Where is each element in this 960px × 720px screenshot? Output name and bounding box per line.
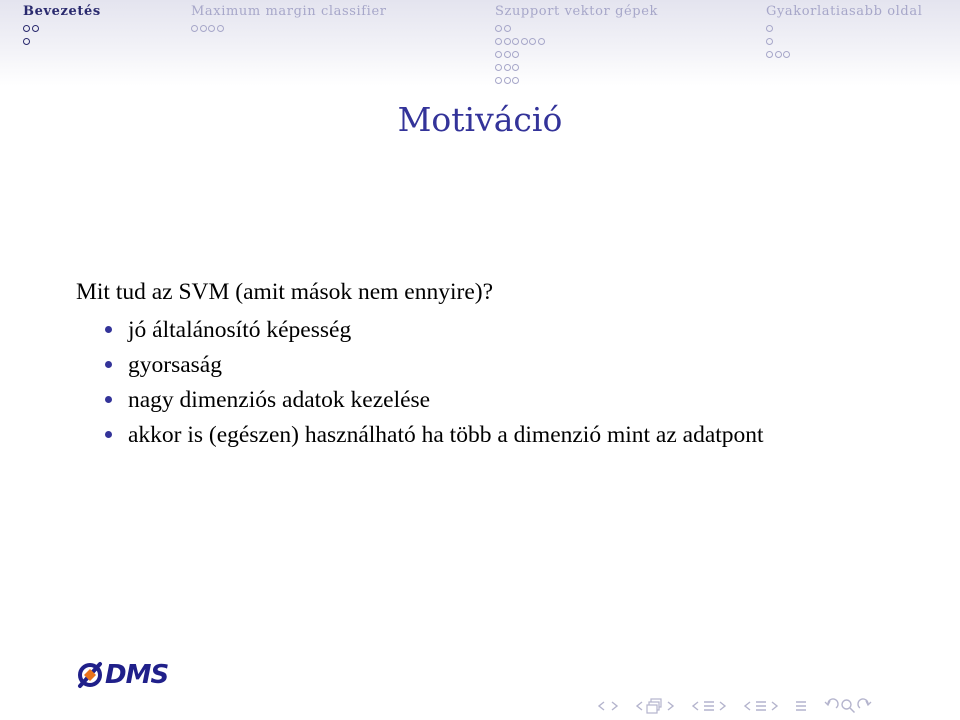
- frame-dot-icon[interactable]: [23, 25, 30, 32]
- list-item-text: jó általánosító képesség: [128, 317, 352, 343]
- frame-title: Motiváció: [397, 100, 563, 139]
- nav-section-title[interactable]: Gyakorlatiasabb oldal: [766, 4, 923, 19]
- nav-dot-row: [23, 22, 101, 35]
- nav-dot-row: [495, 48, 658, 61]
- history-nav-group: [822, 698, 874, 714]
- document-icon[interactable]: [794, 699, 808, 713]
- frame-dot-icon[interactable]: [766, 38, 773, 45]
- nav-dot-row: [23, 35, 101, 48]
- list-item: [128, 349, 836, 381]
- nav-dot-row: [766, 22, 922, 35]
- dms-logo-mark-icon: [76, 661, 104, 689]
- frame-dot-icon[interactable]: [504, 51, 511, 58]
- nav-section-title[interactable]: Szupport vektor gépek: [495, 4, 658, 19]
- dms-logo: [76, 660, 168, 690]
- nav-dot-row: [495, 22, 658, 35]
- frame-dot-icon[interactable]: [32, 25, 39, 32]
- frame-dot-icon[interactable]: [521, 38, 528, 45]
- frame-dot-icon[interactable]: [783, 51, 790, 58]
- frame-dot-icon[interactable]: [512, 38, 519, 45]
- back-icon[interactable]: [822, 698, 840, 714]
- nav-section-dots: [495, 22, 658, 87]
- frame-dot-icon[interactable]: [495, 25, 502, 32]
- frame-dot-icon[interactable]: [512, 77, 519, 84]
- frame-dot-icon[interactable]: [512, 64, 519, 71]
- section-next-icon[interactable]: [768, 699, 780, 713]
- nav-dot-row: [766, 35, 922, 48]
- frame-dot-icon[interactable]: [191, 25, 198, 32]
- bullet-icon: [105, 396, 112, 403]
- section-prev-icon[interactable]: [742, 699, 754, 713]
- slide-prev-icon[interactable]: [596, 699, 608, 713]
- list-item-text: akkor is (egészen) használható ha több a dimenzió mint az adatpont: [128, 422, 764, 448]
- nav-section-4[interactable]: [766, 3, 922, 61]
- frame-dot-icon[interactable]: [538, 38, 545, 45]
- nav-dot-row: [766, 48, 922, 61]
- logo-text: DMS: [105, 660, 169, 690]
- frame-prev-icon[interactable]: [634, 699, 646, 713]
- list-item-text: nagy dimenziós adatok kezelése: [128, 387, 431, 413]
- frame-dot-icon[interactable]: [495, 64, 502, 71]
- section-navigation-bar: [0, 0, 960, 86]
- frame-dot-icon[interactable]: [495, 77, 502, 84]
- nav-dot-row: [495, 61, 658, 74]
- frame-dot-icon[interactable]: [766, 25, 773, 32]
- slide-next-icon[interactable]: [608, 699, 620, 713]
- nav-dot-row: [495, 74, 658, 87]
- subsection-next-icon[interactable]: [716, 699, 728, 713]
- nav-dot-row: [191, 22, 387, 35]
- section-nav-group: [742, 699, 780, 713]
- frame-dot-icon[interactable]: [504, 64, 511, 71]
- search-icon[interactable]: [840, 698, 856, 714]
- list-item: [128, 419, 836, 451]
- frame-dot-icon[interactable]: [504, 25, 511, 32]
- subsection-nav-group: [690, 699, 728, 713]
- bullet-list: [76, 314, 836, 451]
- nav-section-2[interactable]: [191, 3, 387, 35]
- question-text: Mit tud az SVM (amit mások nem ennyire)?: [76, 279, 494, 305]
- frame-dot-icon[interactable]: [200, 25, 207, 32]
- document-nav-group: [794, 699, 808, 713]
- frame-dot-icon[interactable]: [529, 38, 536, 45]
- frame-dot-icon[interactable]: [766, 51, 773, 58]
- nav-section-dots: [766, 22, 922, 61]
- bullet-icon: [105, 326, 112, 333]
- bullet-icon: [105, 431, 112, 438]
- subsection-icon[interactable]: [702, 699, 716, 713]
- nav-section-1[interactable]: [23, 3, 101, 48]
- list-item: [128, 384, 836, 416]
- list-item: [128, 314, 836, 346]
- nav-section-3[interactable]: [495, 3, 658, 87]
- frame-icon[interactable]: [646, 698, 664, 714]
- frame-dot-icon[interactable]: [495, 38, 502, 45]
- slide-nav-group: [596, 699, 620, 713]
- frame-body: [76, 276, 836, 454]
- frame-next-icon[interactable]: [664, 699, 676, 713]
- frame-dot-icon[interactable]: [504, 38, 511, 45]
- frame-dot-icon[interactable]: [23, 38, 30, 45]
- frame-dot-icon[interactable]: [495, 51, 502, 58]
- section-icon[interactable]: [754, 699, 768, 713]
- frame-dot-icon[interactable]: [217, 25, 224, 32]
- nav-dot-row: [495, 35, 658, 48]
- frame-nav-group: [634, 698, 676, 714]
- forward-icon[interactable]: [856, 698, 874, 714]
- frame-dot-icon[interactable]: [208, 25, 215, 32]
- bullet-icon: [105, 361, 112, 368]
- subsection-prev-icon[interactable]: [690, 699, 702, 713]
- beamer-navigation-symbols: [596, 696, 888, 716]
- frame-dot-icon[interactable]: [512, 51, 519, 58]
- nav-section-title[interactable]: Maximum margin classifier: [191, 4, 387, 19]
- frame-dot-icon[interactable]: [775, 51, 782, 58]
- nav-section-dots: [191, 22, 387, 35]
- nav-section-title[interactable]: Bevezetés: [23, 4, 101, 19]
- list-item-text: gyorsaság: [128, 352, 222, 378]
- nav-section-dots: [23, 22, 101, 48]
- frame-dot-icon[interactable]: [504, 77, 511, 84]
